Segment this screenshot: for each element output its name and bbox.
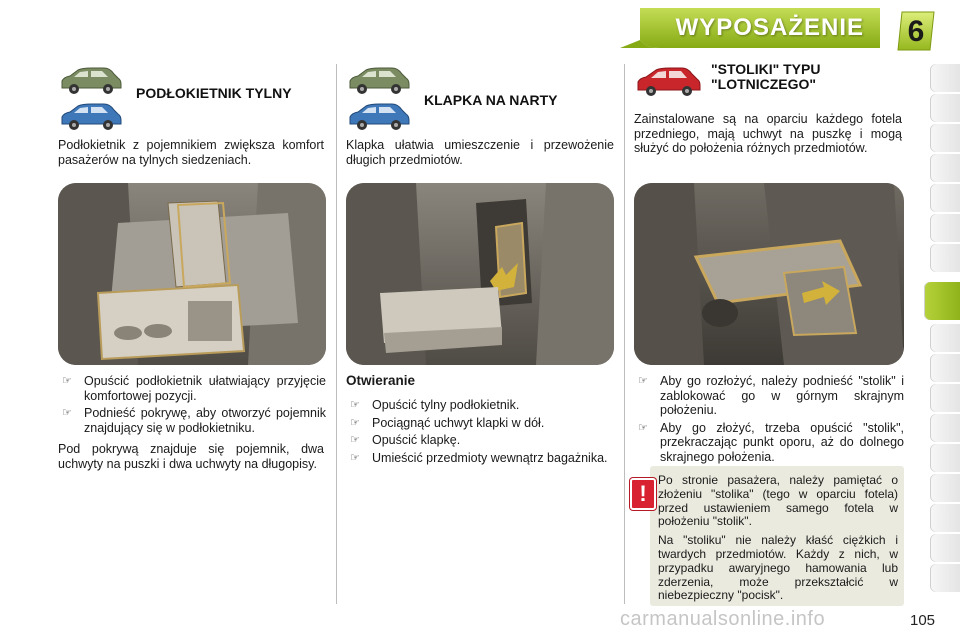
car-green-icon bbox=[58, 66, 124, 96]
warning-paragraph-1: Po stronie pasażera, należy pamiętać o złożeniu "stolika" (tego w oparciu fotela) przed ustawieniem samego fotela w położeniu "stolik". bbox=[658, 473, 898, 529]
aircraft-tables-intro: Zainstalowane są na oparciu każdego fotela przedniego, mają uchwyt na puszkę i mogą służyć do położenia różnych przedmiotów. bbox=[634, 112, 902, 155]
chapter-tab-10[interactable] bbox=[930, 354, 960, 382]
chapter-tab-17[interactable] bbox=[930, 564, 960, 592]
chapter-tab-6[interactable] bbox=[930, 214, 960, 242]
pointing-hand-icon: ☞ bbox=[638, 421, 648, 434]
page-number: 105 bbox=[910, 612, 936, 629]
section-title-armrest: PODŁOKIETNIK TYLNY bbox=[136, 85, 292, 101]
pointing-hand-icon: ☞ bbox=[638, 375, 648, 387]
pointing-hand-icon: ☞ bbox=[350, 451, 360, 464]
chapter-tab-3[interactable] bbox=[930, 124, 960, 152]
column-divider-1 bbox=[336, 64, 337, 604]
car-red-icon bbox=[634, 66, 704, 98]
chapter-title: WYPOSAŻENIE bbox=[675, 14, 864, 41]
ski-flap-step-1: ☞ Opuścić tylny podłokietnik. bbox=[350, 398, 520, 412]
section-title-aircraft-tables: "STOLIKI" TYPU "LOTNICZEGO" bbox=[711, 61, 821, 92]
armrest-outro: Pod pokrywą znajduje się pojemnik, dwa uchwyty na puszki i dwa uchwyty na długopisy. bbox=[58, 442, 324, 471]
chapter-tab-14[interactable] bbox=[930, 474, 960, 502]
warning-exclamation-icon: ! bbox=[630, 478, 656, 510]
ski-flap-step-2: ☞ Pociągnąć uchwyt klapki w dół. bbox=[350, 415, 545, 430]
chapter-tab-16[interactable] bbox=[930, 534, 960, 562]
pointing-hand-icon: ☞ bbox=[350, 416, 360, 429]
car-blue-icon bbox=[58, 102, 124, 132]
chapter-tab-2[interactable] bbox=[930, 94, 960, 122]
chapter-tab-1[interactable] bbox=[930, 64, 960, 92]
armrest-intro: Podłokietnik z pojemnikiem zwiększa komfort pasażerów na tylnych siedzeniach. bbox=[58, 138, 324, 167]
ski-flap-step-4: ☞ Umieścić przedmioty wewnątrz bagażnika. bbox=[350, 450, 608, 465]
pointing-hand-icon: ☞ bbox=[62, 407, 72, 419]
ski-flap-step-3: ☞ Opuścić klapkę. bbox=[350, 433, 461, 447]
car-green-icon bbox=[346, 66, 412, 96]
ski-flap-intro: Klapka ułatwia umieszczenie i przewożenie długich przedmiotów. bbox=[346, 138, 614, 167]
chapter-number: 6 bbox=[907, 15, 925, 48]
armrest-steps bbox=[58, 374, 326, 438]
chapter-tab-8-active[interactable] bbox=[924, 282, 960, 320]
car-blue-icon bbox=[346, 102, 412, 132]
ski-flap-photo bbox=[346, 183, 614, 365]
chapter-tab-4[interactable] bbox=[930, 154, 960, 182]
pointing-hand-icon: ☞ bbox=[350, 434, 360, 446]
section-title-ski-flap: KLAPKA NA NARTY bbox=[424, 92, 558, 108]
chapter-tab-9[interactable] bbox=[930, 324, 960, 352]
chapter-tab-11[interactable] bbox=[930, 384, 960, 412]
column-divider-2 bbox=[624, 64, 625, 604]
chapter-tab-15[interactable] bbox=[930, 504, 960, 532]
armrest-step-1: ☞ Opuścić podłokietnik ułatwiający przyjęcie komfortowej pozycji. bbox=[62, 374, 326, 403]
armrest-photo bbox=[58, 183, 326, 365]
watermark: carmanualsonline.info bbox=[620, 608, 826, 630]
aircraft-table-step-2: ☞ Aby go złożyć, trzeba opuścić "stolik", przekraczając punkt oporu, aż do dolnego skrajnego położenia. bbox=[638, 420, 904, 464]
warning-paragraph-2: Na "stoliku" nie należy kłaść ciężkich i twardych przedmiotów. Każdy z nich, w przypadku awaryjnego hamowania lub zderzenia, może przekształcić w niebezpieczny "pocisk". bbox=[658, 533, 898, 603]
armrest-step-2: ☞ Podnieść pokrywę, aby otworzyć pojemnik znajdujący się w podłokietniku. bbox=[62, 406, 326, 435]
pointing-hand-icon: ☞ bbox=[62, 375, 72, 387]
aircraft-table-steps bbox=[634, 374, 904, 467]
chapter-tab-12[interactable] bbox=[930, 414, 960, 442]
aircraft-table-photo bbox=[634, 183, 904, 365]
chapter-tab-7[interactable] bbox=[930, 244, 960, 272]
chapter-tab-13[interactable] bbox=[930, 444, 960, 472]
warning-text bbox=[658, 474, 898, 608]
chapter-tab-5[interactable] bbox=[930, 184, 960, 212]
aircraft-table-step-1: ☞ Aby go rozłożyć, należy podnieść "stolik" i zablokować go w górnym skrajnym położeniu. bbox=[638, 374, 904, 417]
pointing-hand-icon: ☞ bbox=[350, 399, 360, 411]
ski-flap-steps bbox=[346, 398, 614, 468]
subsection-title-opening: Otwieranie bbox=[346, 373, 416, 388]
